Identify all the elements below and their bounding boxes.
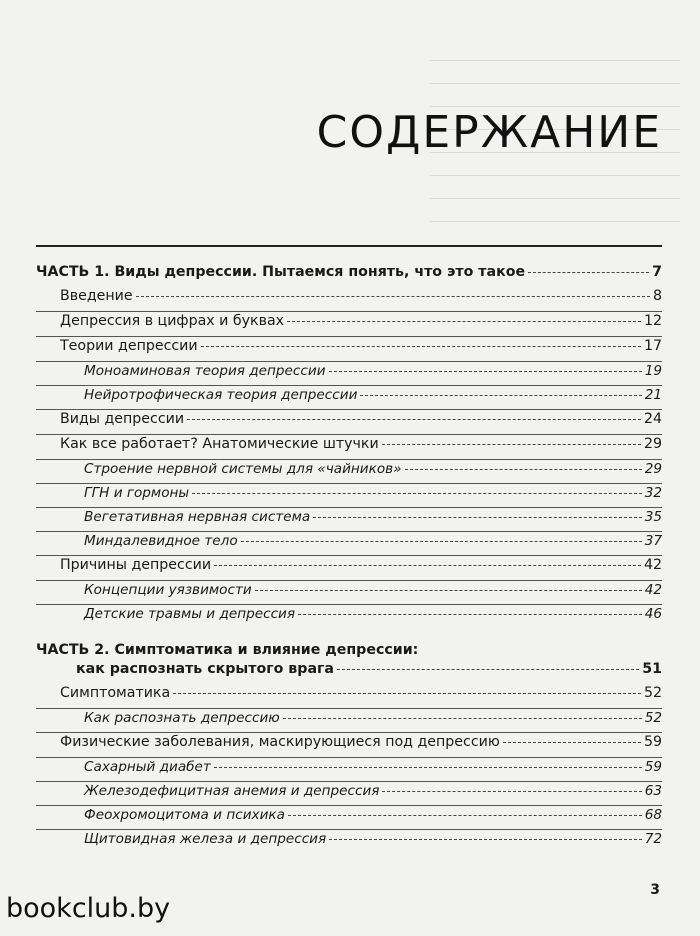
toc-entry[interactable] [36, 311, 662, 336]
toc-entry-title: Введение [60, 288, 133, 304]
toc-entry-title: Железодефицитная анемия и депрессия [84, 783, 380, 799]
toc-entry[interactable] [36, 708, 662, 732]
toc-entry-page: 24 [643, 411, 662, 427]
dot-leader [405, 469, 642, 470]
toc-entry[interactable] [36, 434, 662, 459]
toc-entry[interactable] [36, 829, 662, 853]
toc-entry-page: 59 [644, 759, 662, 775]
toc-page: 7 [652, 264, 662, 280]
toc-entry-page: 12 [643, 313, 662, 329]
dot-leader [329, 839, 641, 840]
toc-entry[interactable] [36, 732, 662, 757]
dot-leader [201, 346, 641, 347]
dot-leader [214, 565, 641, 566]
toc-entry[interactable] [36, 805, 662, 829]
dot-leader [329, 371, 642, 372]
watermark-brand: bookclub.by [6, 893, 171, 924]
dot-leader [288, 815, 642, 816]
toc-entry[interactable] [36, 781, 662, 805]
toc-entry-title: Вегетативная нервная система [84, 509, 311, 525]
toc-entry[interactable] [36, 483, 662, 507]
dot-leader [283, 718, 642, 719]
toc-entry-page: 42 [643, 557, 662, 573]
toc-entry[interactable] [36, 459, 662, 483]
toc-entry-title: Виды депрессии [60, 411, 185, 427]
toc-entry[interactable] [36, 757, 662, 781]
dot-leader [528, 272, 649, 273]
toc-entry-title: Миндалевидное тело [84, 533, 238, 549]
bleed-through-text [430, 60, 680, 280]
toc-page: 51 [642, 661, 662, 677]
toc-entry[interactable] [36, 555, 662, 580]
toc-entry-page: 37 [644, 533, 662, 549]
toc-entry-page: 52 [643, 685, 662, 701]
toc-part-2[interactable] [36, 642, 662, 684]
dot-leader [241, 541, 642, 542]
toc-entry-title: Нейротрофическая теория депрессии [84, 387, 358, 403]
toc-entry-title: Строение нервной системы для «чайников» [84, 461, 402, 477]
toc-part-title: ЧАСТЬ 1. Виды депрессии. Пытаемся понять, что это такое [36, 264, 526, 280]
toc-entry-title: Теории депрессии [60, 338, 198, 354]
dot-leader [298, 614, 642, 615]
page-number: 3 [650, 882, 660, 898]
toc-entry-page: 52 [644, 710, 662, 726]
toc-entry[interactable] [36, 336, 662, 361]
toc-entry-page: 17 [643, 338, 662, 354]
toc-entry-page: 35 [644, 509, 662, 525]
toc-entry-title: ГГН и гормоны [84, 485, 190, 501]
toc-entry[interactable] [36, 684, 662, 708]
dot-leader [313, 517, 642, 518]
toc-entry-page: 19 [644, 363, 662, 379]
dot-leader [173, 693, 641, 694]
toc-entry[interactable] [36, 604, 662, 628]
toc-part-title: ЧАСТЬ 2. Симптоматика и влияние депрессии: [36, 642, 419, 658]
toc-entry-page: 46 [644, 606, 662, 622]
toc-entry-title: Симптоматика [60, 685, 171, 701]
toc-part-subtitle: как распознать скрытого врага [76, 661, 335, 677]
toc-entry-page: 29 [643, 436, 662, 452]
toc-entry-title: Детские травмы и депрессия [84, 606, 296, 622]
dot-leader [360, 395, 641, 396]
toc-entry[interactable] [36, 385, 662, 409]
dot-leader [187, 419, 641, 420]
toc-entry[interactable] [36, 409, 662, 434]
page-title: СОДЕРЖАНИЕ [316, 107, 662, 159]
dot-leader [382, 444, 641, 445]
dot-leader [503, 742, 641, 743]
toc-entry-title: Как распознать депрессию [84, 710, 280, 726]
toc-entry-title: Причины депрессии [60, 557, 212, 573]
toc-entry-page: 42 [644, 582, 662, 598]
dot-leader [337, 669, 639, 670]
table-of-contents [36, 263, 662, 853]
toc-part-1-list [36, 287, 662, 628]
toc-entry-title: Щитовидная железа и депрессия [84, 831, 327, 847]
toc-entry-title: Депрессия в цифрах и буквах [60, 313, 285, 329]
divider [36, 245, 662, 247]
dot-leader [382, 791, 641, 792]
toc-entry-title: Физические заболевания, маскирующиеся под депрессию [60, 734, 500, 750]
toc-entry-title: Сахарный диабет [84, 759, 211, 775]
toc-entry-title: Феохромоцитома и психика [84, 807, 285, 823]
dot-leader [287, 321, 641, 322]
toc-entry[interactable] [36, 580, 662, 604]
toc-part-1[interactable] [36, 263, 662, 287]
toc-entry[interactable] [36, 361, 662, 385]
toc-entry-page: 8 [652, 288, 662, 304]
dot-leader [136, 296, 650, 297]
toc-entry-title: Моноаминовая теория депрессии [84, 363, 326, 379]
toc-entry[interactable] [36, 531, 662, 555]
toc-entry-title: Как все работает? Анатомические штучки [60, 436, 379, 452]
toc-entry-page: 21 [644, 387, 662, 403]
toc-entry-page: 68 [644, 807, 662, 823]
toc-entry-page: 29 [644, 461, 662, 477]
toc-entry-page: 59 [643, 734, 662, 750]
dot-leader [192, 493, 642, 494]
toc-entry-page: 63 [644, 783, 662, 799]
dot-leader [255, 590, 642, 591]
toc-part-2-list [36, 684, 662, 853]
toc-entry-page: 72 [644, 831, 662, 847]
toc-entry-page: 32 [644, 485, 662, 501]
toc-entry-title: Концепции уязвимости [84, 582, 252, 598]
dot-leader [214, 767, 642, 768]
toc-entry[interactable] [36, 507, 662, 531]
toc-entry[interactable] [36, 287, 662, 311]
